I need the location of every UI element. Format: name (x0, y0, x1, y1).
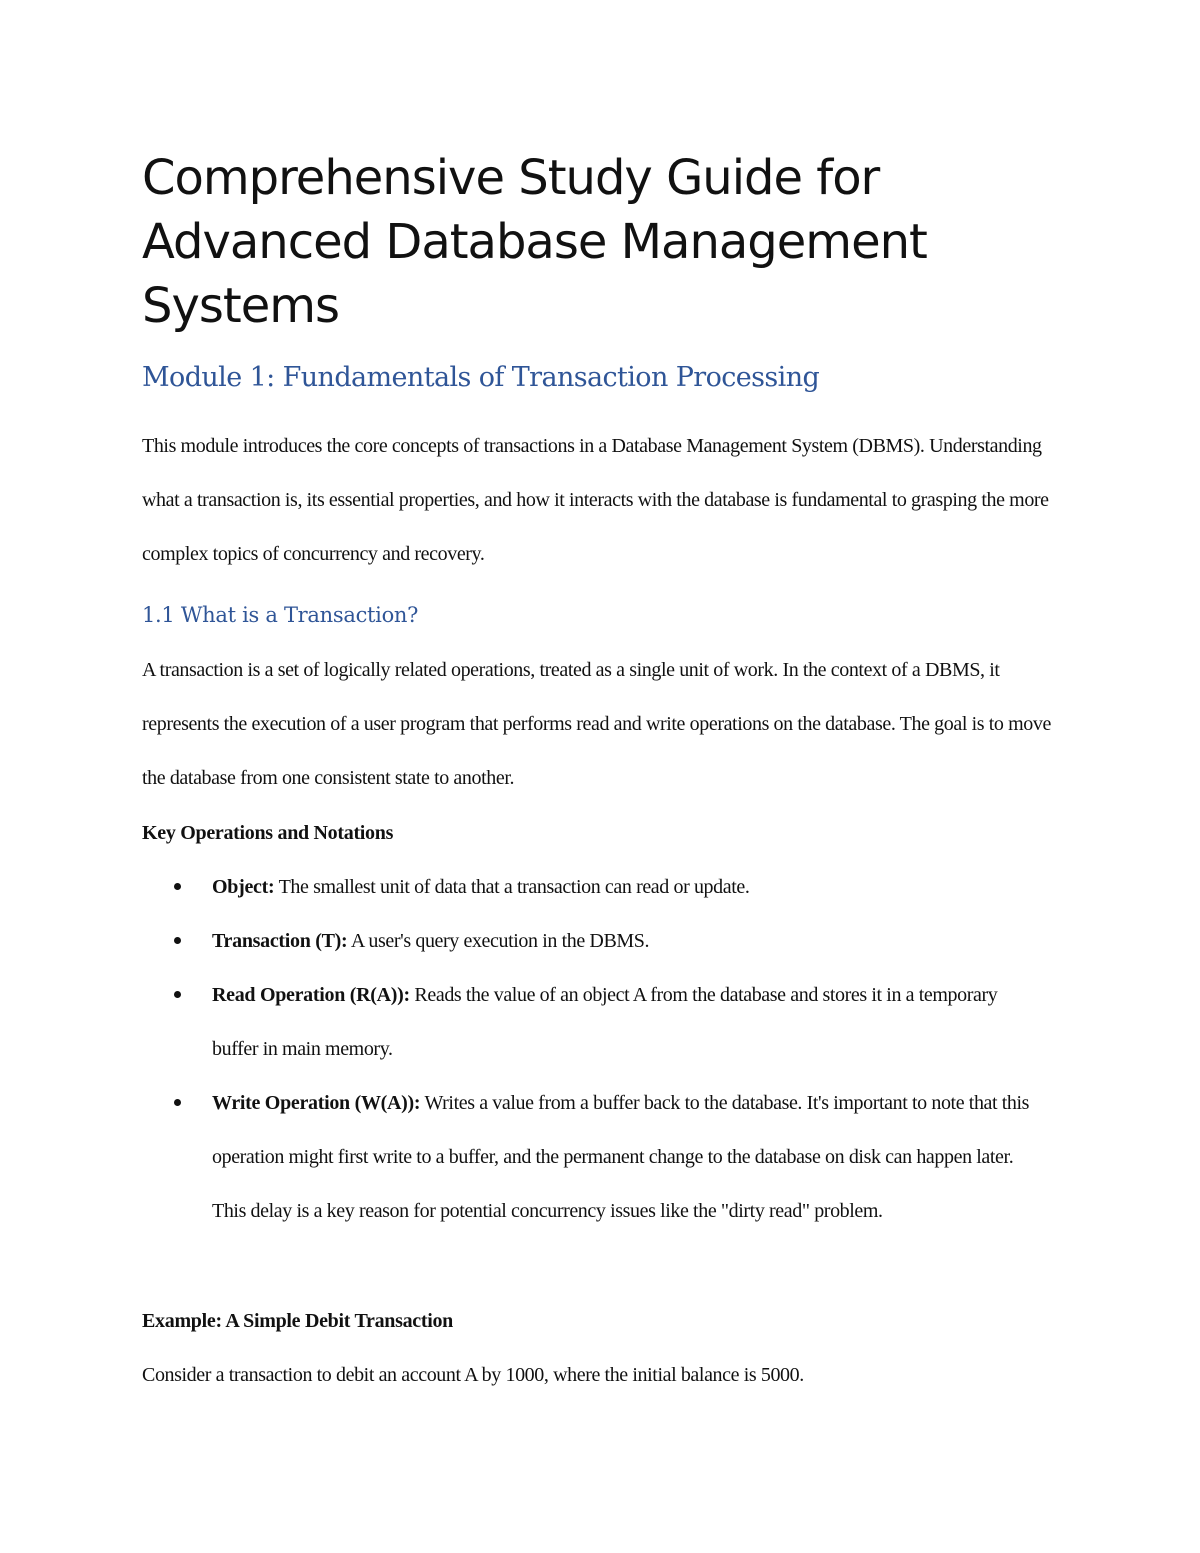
list-item-description: The smallest unit of data that a transaction can read or update. (278, 876, 750, 898)
example-paragraph: Consider a transaction to debit an account A by 1000, where the initial balance is 5000. (142, 1364, 804, 1386)
key-operations-heading: Key Operations and Notations (142, 822, 394, 844)
list-item-read-operation (142, 968, 1042, 1076)
list-item-term: Read Operation (R(A)): (212, 984, 410, 1006)
list-item-transaction (142, 914, 1042, 968)
list-item-term: Object: (212, 876, 275, 898)
bullet-icon (174, 883, 181, 890)
module-intro-paragraph: This module introduces the core concepts of transactions in a Database Management System (DBMS). Understanding what a transaction is, its essential properties, and how it interacts with the database is fundamental to grasping the more complex topics of concurrency and recovery. (142, 435, 1049, 565)
list-item-description: A user's query execution in the DBMS. (350, 930, 650, 952)
bullet-icon (174, 937, 181, 944)
list-item-write-operation (142, 1076, 1042, 1238)
list-item-term: Transaction (T): (212, 930, 348, 952)
list-item-description: Reads the value of an object A from the database and stores it in a temporary buffer in main memory. (212, 984, 998, 1060)
bullet-icon (174, 1099, 181, 1106)
section-heading: 1.1 What is a Transaction? (142, 603, 419, 627)
list-item-description: Writes a value from a buffer back to the database. It's important to note that this operation might first write to a buffer, and the permanent change to the database on disk can happen later. This delay is a key reason for potential concurrency issues like the "dirty read" problem. (212, 1092, 1030, 1222)
module-heading: Module 1: Fundamentals of Transaction Processing (142, 362, 820, 393)
key-operations-list (142, 860, 1042, 1238)
document-title: Comprehensive Study Guide for Advanced Database Management Systems (142, 150, 927, 334)
list-item-object (142, 860, 1042, 914)
example-heading: Example: A Simple Debit Transaction (142, 1310, 454, 1332)
transaction-definition-paragraph: A transaction is a set of logically related operations, treated as a single unit of work. In the context of a DBMS, it represents the execution of a user program that performs read and write operations on the database. The goal is to move the database from one consistent state to another. (142, 659, 1051, 789)
list-item-term: Write Operation (W(A)): (212, 1092, 421, 1114)
bullet-icon (174, 991, 181, 998)
